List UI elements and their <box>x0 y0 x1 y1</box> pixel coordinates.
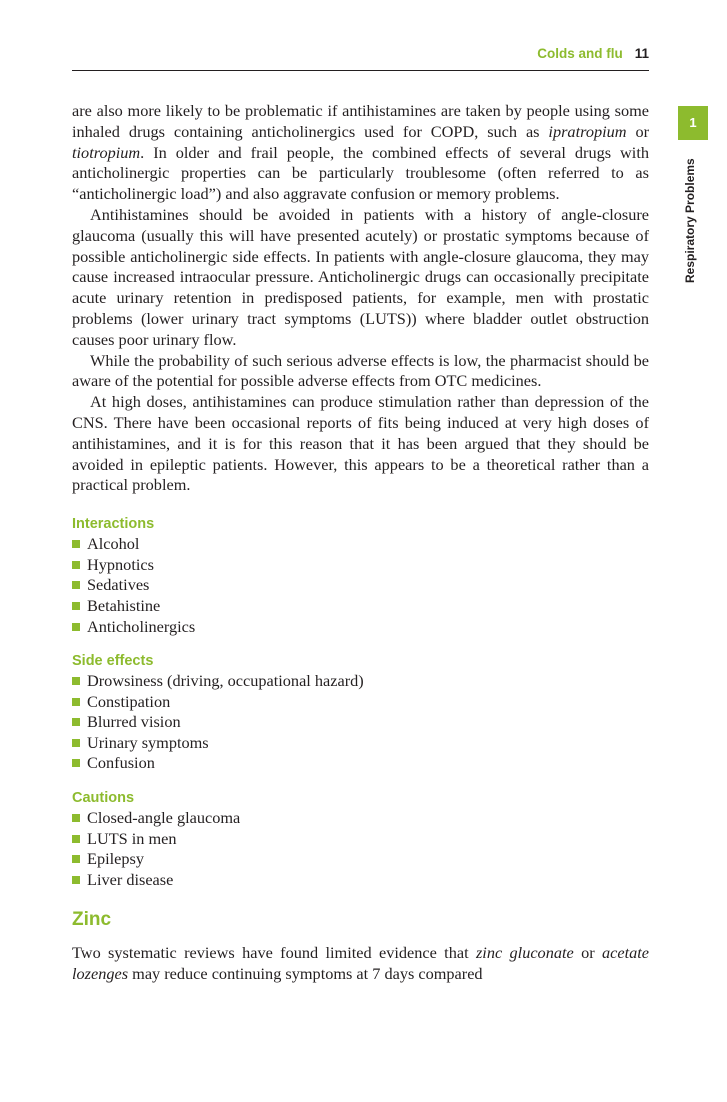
list-item: Anticholinergics <box>72 617 649 638</box>
list-item: Blurred vision <box>72 712 649 733</box>
cautions-heading: Cautions <box>72 790 135 807</box>
list-item: LUTS in men <box>72 829 649 850</box>
list-item: Closed-angle glaucoma <box>72 808 649 829</box>
paragraph-4: At high doses, antihistamines can produce stimulation rather than depression of the CNS. There have been occasional reports of fits being induced at very high doses of antihistamines, and it is for this reason that it has been argued that they should be avoided in epileptic patients. However, this appears to be a theoretical rather than a practical problem. <box>72 392 649 495</box>
zinc-heading: Zinc <box>72 909 112 931</box>
list-item: Liver disease <box>72 870 649 891</box>
interactions-list <box>72 534 649 637</box>
interactions-heading: Interactions <box>72 516 155 533</box>
side-effects-heading: Side effects <box>72 653 154 670</box>
paragraph-2: Antihistamines should be avoided in patients with a history of angle-closure glaucoma (usually this will have presented acutely) or prostatic symptoms because of possible anticholinergic side effects. In patients with angle-closure glaucoma, they may cause increased intraocular pressure. Anticholinergic drugs can occasionally precipitate acute urinary retention in predisposed patients, for example, men with prostatic problems (lower urinary tract symptoms (LUTS)) where bladder outlet obstruction causes poor urinary flow. <box>72 204 649 349</box>
zinc-paragraph: Two systematic reviews have found limited evidence that zinc gluconate or acetate lozenges may reduce continuing symptoms at 7 days compared <box>72 943 650 984</box>
cautions-list <box>72 808 649 890</box>
drug-name: zinc gluconate <box>475 943 574 963</box>
drug-name: ipratropium <box>548 121 627 141</box>
list-item: Alcohol <box>72 534 649 555</box>
list-item: Urinary symptoms <box>72 733 649 754</box>
chapter-tab: 1 <box>678 106 708 140</box>
side-effects-list <box>72 671 649 774</box>
list-item: Drowsiness (driving, occupational hazard) <box>72 671 649 692</box>
running-header <box>537 46 649 61</box>
list-item: Hypnotics <box>72 555 649 576</box>
paragraph-1: are also more likely to be problematic if antihistamines are taken by people using some inhaled drugs containing anticholinergics used for COPD, such as ipratropium or tiotropium. In older and frail people, the combined effects of several drugs with anticholinergic properties can be particularly troublesome (often referred to as “anticholinergic load”) and also aggravate confusion or memory problems. <box>72 101 649 204</box>
page-number: 11 <box>634 46 649 61</box>
list-item: Epilepsy <box>72 849 649 870</box>
list-item: Betahistine <box>72 596 649 617</box>
chapter-tab-label: Respiratory Problems <box>683 158 697 283</box>
list-item: Constipation <box>72 692 649 713</box>
list-item: Sedatives <box>72 575 649 596</box>
page-body <box>72 101 649 985</box>
header-rule <box>72 70 649 71</box>
drug-name: tiotropium <box>72 142 141 162</box>
drug-name: acetate lozenges <box>72 943 650 984</box>
list-item: Confusion <box>72 753 649 774</box>
paragraph-3: While the probability of such serious adverse effects is low, the pharmacist should be aware of the potential for possible adverse effects from OTC medicines. <box>72 350 649 391</box>
running-header-section: Colds and flu <box>537 46 623 61</box>
